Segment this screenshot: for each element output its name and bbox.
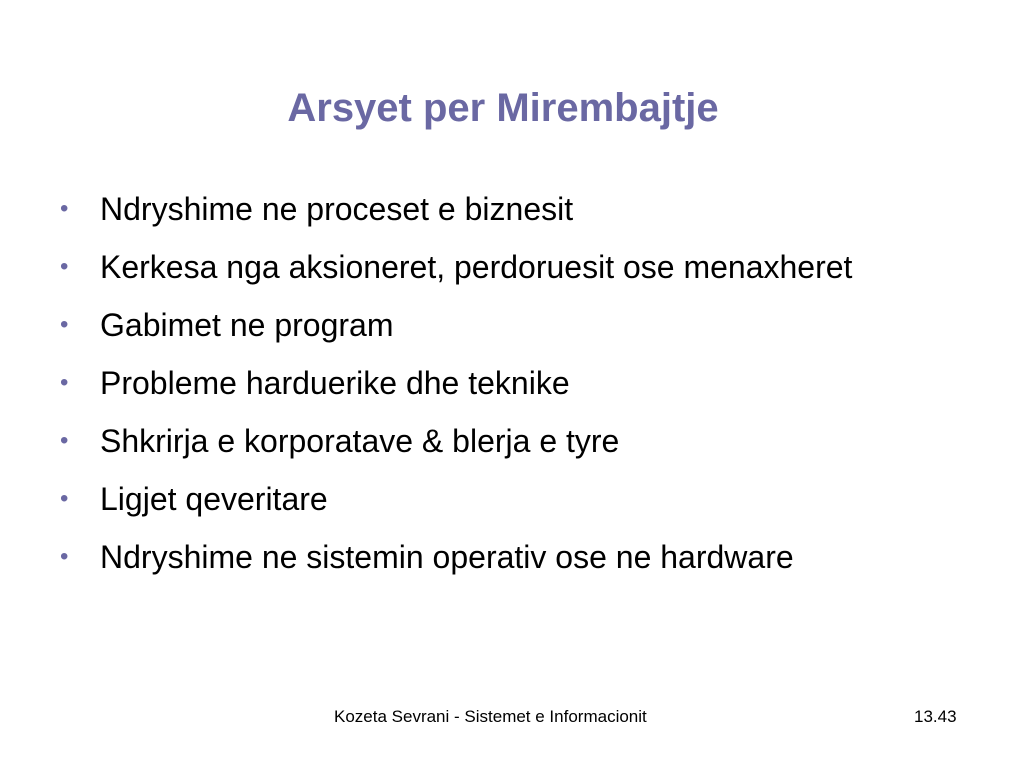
list-item (58, 185, 998, 233)
bullet-icon: • (60, 311, 69, 338)
bullet-text: Ligjet qeveritare (100, 481, 328, 517)
bullet-text: Gabimet ne program (100, 307, 394, 343)
list-item (58, 533, 998, 581)
bullet-icon: • (60, 427, 69, 454)
bullet-list (58, 185, 998, 591)
list-item (58, 243, 998, 291)
bullet-icon: • (60, 253, 69, 280)
bullet-text: Probleme harduerike dhe teknike (100, 365, 570, 401)
bullet-icon: • (60, 485, 69, 512)
list-item (58, 475, 998, 523)
bullet-icon: • (60, 543, 69, 570)
bullet-icon: • (60, 369, 69, 396)
bullet-text: Ndryshime ne proceset e biznesit (100, 191, 574, 227)
list-item (58, 359, 998, 407)
list-item (58, 301, 998, 349)
page-number: 13.43 (914, 707, 957, 726)
bullet-text: Shkrirja e korporatave & blerja e tyre (100, 423, 620, 459)
bullet-icon: • (60, 195, 69, 222)
slide-title: Arsyet per Mirembajtje (287, 86, 719, 130)
bullet-text: Kerkesa nga aksioneret, perdoruesit ose menaxheret (100, 249, 853, 285)
list-item (58, 417, 998, 465)
slide-footer: Kozeta Sevrani - Sistemet e Informacionit (334, 707, 647, 726)
bullet-text: Ndryshime ne sistemin operativ ose ne hardware (100, 539, 794, 575)
